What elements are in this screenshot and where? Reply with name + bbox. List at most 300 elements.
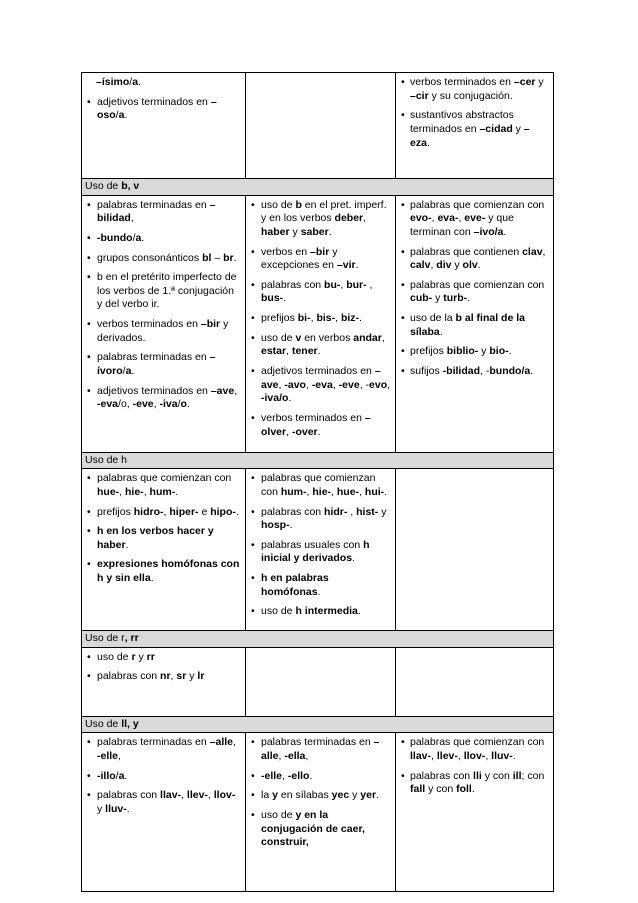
rules-cell-col2 xyxy=(246,733,396,892)
text-run: sustantivos abstractos terminados en xyxy=(410,109,514,135)
rule-item xyxy=(400,736,549,763)
rule-item xyxy=(86,351,241,378)
text-run: , xyxy=(305,749,309,762)
rule-item xyxy=(250,770,391,784)
text-run: . xyxy=(235,505,239,518)
text-run: uso de xyxy=(261,605,296,618)
text-run: palabras terminadas en xyxy=(97,736,210,749)
text-run: / xyxy=(118,398,121,411)
text-run: en verbos xyxy=(301,331,354,344)
text-run: . xyxy=(384,485,388,498)
rule-item xyxy=(86,525,241,552)
section-title xyxy=(82,452,554,469)
text-run: , xyxy=(118,749,121,762)
text-run: , xyxy=(286,425,292,438)
text-run: / xyxy=(177,398,181,411)
text-run: y xyxy=(432,292,444,305)
text-run: , - xyxy=(359,378,370,391)
text-run: – xyxy=(211,251,224,264)
bold-term: -elle xyxy=(261,769,283,782)
bold-term: -iva/o xyxy=(261,392,289,405)
text-run: verbos en xyxy=(261,245,311,258)
rule-item xyxy=(86,385,241,412)
bold-term: hiper- xyxy=(169,505,199,518)
bold-term: -eve xyxy=(132,398,154,411)
text-run: palabras que comienzan con xyxy=(97,472,232,485)
text-run: , xyxy=(119,485,126,498)
rule-item xyxy=(400,279,549,306)
text-run: , - xyxy=(480,365,490,378)
text-run: , xyxy=(347,505,357,518)
text-run: palabras que comienzan con xyxy=(410,198,545,211)
section-header-row xyxy=(82,631,554,648)
bold-term: hue- xyxy=(336,485,360,498)
bold-term: -over xyxy=(291,425,318,438)
text-run: y xyxy=(451,259,463,272)
text-run: . xyxy=(150,572,154,585)
bold-term: -elle xyxy=(97,749,119,762)
rules-cell-col3 xyxy=(396,733,554,892)
text-run: la xyxy=(261,789,273,802)
text-run: . xyxy=(352,552,355,565)
rules-cell-col3 xyxy=(396,647,554,716)
rule-item xyxy=(86,789,241,816)
bold-term: llav- xyxy=(160,789,182,802)
bold-term: estar xyxy=(261,345,287,358)
rule-item xyxy=(400,770,549,797)
text-run: . xyxy=(355,259,359,272)
table-row xyxy=(82,733,554,892)
rule-item xyxy=(86,506,241,520)
text-run: , xyxy=(278,749,285,762)
text-run: , xyxy=(305,378,312,391)
text-run: . xyxy=(471,783,475,796)
rule-item xyxy=(250,789,391,803)
bold-term: bi- xyxy=(297,312,311,325)
text-run: , xyxy=(310,312,317,325)
rule-item xyxy=(400,199,549,240)
rules-cell-col2 xyxy=(246,647,396,716)
bold-term: –ave xyxy=(210,384,235,397)
text-run: en sílabas xyxy=(277,789,332,802)
text-run: palabras terminadas en xyxy=(261,736,374,749)
text-run: adjetivos terminados en xyxy=(261,365,375,378)
section-header-row xyxy=(82,716,554,733)
text-run: palabras con xyxy=(97,670,161,683)
bold-term: biblio- xyxy=(446,345,479,358)
text-run: , xyxy=(430,259,437,272)
text-run: , xyxy=(381,331,385,344)
col2-bullet-list xyxy=(250,199,391,440)
bold-term: biz- xyxy=(340,312,360,325)
bold-term: bus- xyxy=(261,292,284,305)
text-run: . xyxy=(131,365,135,378)
rules-cell-col1 xyxy=(82,73,246,179)
text-run: , xyxy=(457,749,464,762)
text-run: adjetivos terminados en xyxy=(97,384,211,397)
rules-cell-col1 xyxy=(82,647,246,716)
text-run: . xyxy=(124,769,128,782)
bold-term: bu- xyxy=(324,278,341,291)
text-run: , xyxy=(485,749,492,762)
bold-term: fall xyxy=(410,783,426,796)
rule-item xyxy=(250,199,391,240)
text-run: , xyxy=(234,384,238,397)
bold-term: cub- xyxy=(410,292,433,305)
section-header-row xyxy=(82,179,554,196)
text-run: . xyxy=(426,136,430,149)
text-run: , xyxy=(542,245,546,258)
text-run: . xyxy=(503,225,507,238)
text-run: , xyxy=(170,670,177,683)
col1-bullet-list xyxy=(86,651,241,684)
bold-term: calv xyxy=(410,259,431,272)
bold-term: clav xyxy=(522,245,543,258)
bold-term: olv xyxy=(462,259,478,272)
col1-bullet-list xyxy=(86,736,241,816)
rule-item xyxy=(86,736,241,763)
rule-item xyxy=(250,539,391,566)
rules-cell-col2 xyxy=(246,73,396,179)
bold-term: ill xyxy=(512,769,522,782)
text-run: , xyxy=(431,749,437,762)
text-run: palabras con xyxy=(261,278,325,291)
bold-term: -illo xyxy=(97,769,116,782)
text-run: , xyxy=(126,398,133,411)
bold-term: nr xyxy=(160,670,171,683)
text-run: palabras que comienzan con xyxy=(261,472,376,498)
rule-item xyxy=(86,271,241,312)
bold-term: rr xyxy=(146,650,155,663)
rule-item xyxy=(250,472,391,499)
text-run: palabras que contienen xyxy=(410,245,523,258)
text-run: . xyxy=(138,76,141,88)
rules-cell-col1 xyxy=(82,733,246,892)
text-run: Uso de xyxy=(85,717,122,730)
rule-item xyxy=(400,345,549,359)
text-run: . xyxy=(283,292,287,305)
col1-bullet-list xyxy=(86,96,241,123)
col1-bullet-list xyxy=(86,472,241,585)
text-run: , xyxy=(332,378,339,391)
bold-term: eve- xyxy=(464,212,486,225)
text-run: ; con xyxy=(521,769,545,782)
bold-term: -eve xyxy=(338,378,360,391)
text-run: . xyxy=(125,538,129,551)
rule-item xyxy=(400,109,549,150)
bold-term: –bilidad xyxy=(97,198,216,225)
rule-item xyxy=(250,736,391,763)
text-run: . xyxy=(439,325,443,338)
table-row xyxy=(82,73,554,179)
text-run: Uso de r xyxy=(85,632,125,645)
rule-item xyxy=(86,770,241,784)
text-run: , xyxy=(143,485,150,498)
rule-item xyxy=(250,412,391,439)
text-run: y xyxy=(535,76,544,88)
bold-term: hue- xyxy=(97,485,120,498)
text-run: . xyxy=(186,398,190,411)
bold-term: –bir xyxy=(310,245,330,258)
table-row xyxy=(82,647,554,716)
bold-term: b, v xyxy=(121,180,140,192)
text-run: uso de xyxy=(261,198,296,211)
bold-term: hist- xyxy=(356,505,379,518)
bold-term: b al final de la sílaba xyxy=(410,312,525,338)
bold-term: -eva xyxy=(97,398,119,411)
text-run: verbos terminados en xyxy=(261,411,365,424)
bold-term: br xyxy=(223,251,234,264)
bold-term: hum- xyxy=(149,485,176,498)
text-run: , xyxy=(207,789,214,802)
text-run: / xyxy=(115,109,119,122)
rule-item xyxy=(400,312,549,339)
text-run: palabras con xyxy=(97,789,161,802)
text-run: , xyxy=(286,345,292,358)
bold-term: -eva xyxy=(311,378,333,391)
text-run: palabras terminadas en xyxy=(97,198,210,211)
table-row xyxy=(82,195,554,452)
text-run: palabras con xyxy=(410,769,474,782)
bold-term: div xyxy=(436,259,452,272)
bold-term: bio- xyxy=(489,345,509,358)
bold-term: lluv- xyxy=(491,749,513,762)
bold-term: a xyxy=(132,76,139,88)
bold-term: hidr- xyxy=(324,505,348,518)
rules-cell-col3 xyxy=(396,195,554,452)
rule-item xyxy=(86,670,241,684)
rule-item xyxy=(86,558,241,585)
text-run: palabras usuales con xyxy=(261,538,364,551)
table-row xyxy=(82,469,554,631)
text-run: , xyxy=(335,312,341,325)
bold-term: hidro- xyxy=(133,505,164,518)
bold-term: v xyxy=(295,331,302,344)
text-run: , xyxy=(366,278,373,291)
text-run: . xyxy=(512,749,516,762)
text-run: y derivados. xyxy=(97,318,229,344)
bold-term: r xyxy=(131,650,136,663)
text-run: / xyxy=(115,769,119,782)
bold-term: h en palabras homófonas xyxy=(261,572,329,598)
bold-term: llev- xyxy=(436,749,458,762)
text-run: y xyxy=(349,789,361,802)
text-run: en el pret. imperf. y en los verbos xyxy=(261,198,387,225)
bold-term: turb- xyxy=(443,292,468,305)
rule-item xyxy=(250,365,391,406)
rule-item xyxy=(86,252,241,266)
text-run: uso de xyxy=(261,808,296,821)
rules-cell-col2 xyxy=(246,195,396,452)
text-run: . xyxy=(508,345,512,358)
bold-term: –ivo/a xyxy=(473,225,504,238)
text-run: y xyxy=(97,802,106,815)
bold-term: hosp- xyxy=(261,519,290,532)
bold-term: a xyxy=(118,109,125,122)
bold-term: hie- xyxy=(312,485,332,498)
text-run: y xyxy=(512,122,524,135)
text-run: uso de xyxy=(261,331,296,344)
text-run: . xyxy=(357,605,361,618)
text-run: Uso de xyxy=(85,180,122,192)
text-run: y xyxy=(135,650,147,663)
text-run: y su conjugación. xyxy=(428,89,513,102)
bold-term: yec xyxy=(331,789,350,802)
section-title xyxy=(82,631,554,648)
text-run: , xyxy=(431,212,438,225)
bold-term: -ella xyxy=(284,749,306,762)
rule-item xyxy=(400,246,549,273)
rule-item xyxy=(86,472,241,499)
bold-term: bur- xyxy=(346,278,367,291)
text-run: / xyxy=(122,365,126,378)
text-run: , xyxy=(282,769,288,782)
bold-term: -avo xyxy=(284,378,306,391)
bold-term: a xyxy=(135,231,142,244)
bold-term: –alle xyxy=(209,736,234,749)
text-run: , xyxy=(359,485,365,498)
bold-term: –alle xyxy=(261,736,380,762)
text-run: , xyxy=(233,736,236,749)
bold-term: eva- xyxy=(437,212,459,225)
rule-item xyxy=(250,572,391,599)
table-body xyxy=(82,73,554,892)
text-run: y excepciones en xyxy=(261,245,338,272)
rule-item xyxy=(250,246,391,273)
text-run: . xyxy=(317,345,321,358)
text-run: . xyxy=(317,425,321,438)
bold-term: llev- xyxy=(186,789,208,802)
text-run: y xyxy=(186,670,198,683)
bold-term: tener xyxy=(291,345,318,358)
bold-term: -iva xyxy=(159,398,178,411)
col2-bullet-list xyxy=(250,472,391,619)
bold-term: evo xyxy=(369,378,388,391)
section-title xyxy=(82,716,554,733)
bold-term: –bir xyxy=(200,318,221,331)
text-run: , xyxy=(163,505,170,518)
bold-term: evo- xyxy=(410,212,432,225)
bold-term: –cidad xyxy=(479,122,513,135)
text-run: grupos consonánticos xyxy=(97,251,203,264)
bold-term: o xyxy=(180,398,187,411)
bold-term: hipo- xyxy=(210,505,236,518)
text-run: . xyxy=(467,292,471,305)
text-run: y xyxy=(478,345,490,358)
bold-term: lluv- xyxy=(105,802,127,815)
section-title xyxy=(82,179,554,196)
bold-term: –cir xyxy=(410,89,429,102)
col3-bullet-list xyxy=(400,199,549,379)
bold-term: hie- xyxy=(125,485,144,498)
bold-term: –ísimo xyxy=(96,76,130,88)
bold-term: –olver xyxy=(261,411,371,438)
rule-item xyxy=(400,365,549,379)
col3-bullet-list xyxy=(400,736,549,797)
bold-term: bis- xyxy=(316,312,336,325)
text-run: palabras terminadas en xyxy=(97,351,210,364)
text-run: verbos terminados en xyxy=(97,318,201,331)
text-run: e xyxy=(198,505,211,518)
spelling-rules-table xyxy=(81,72,554,892)
text-run: prefijos xyxy=(97,505,134,518)
text-run: . xyxy=(124,109,128,122)
col2-bullet-list xyxy=(250,736,391,849)
bold-term: llov- xyxy=(213,789,236,802)
text-run: , xyxy=(130,212,134,225)
text-run: y xyxy=(378,505,387,518)
text-run: , xyxy=(363,212,367,225)
text-run: , xyxy=(340,278,347,291)
bold-term: andar xyxy=(353,331,382,344)
bold-term: a xyxy=(125,365,132,378)
text-run: . xyxy=(359,312,362,325)
bold-term: hui- xyxy=(364,485,385,498)
bold-term: -ello xyxy=(287,769,310,782)
text-run: / xyxy=(129,76,133,88)
text-run: uso de la xyxy=(410,312,456,325)
rule-item xyxy=(250,605,391,619)
text-run: . xyxy=(309,769,313,782)
text-run: prefijos xyxy=(410,345,447,358)
text-run: , xyxy=(181,789,187,802)
bold-term: hum- xyxy=(280,485,307,498)
rule-item xyxy=(250,809,391,850)
bold-term: –cer xyxy=(513,76,536,88)
bold-term: bundo/a xyxy=(489,365,531,378)
text-run: sufijos xyxy=(410,365,443,378)
bold-term: b xyxy=(295,198,302,211)
bold-term: haber xyxy=(261,225,290,238)
col1-bullet-list xyxy=(86,199,241,412)
bold-term: h intermedia xyxy=(295,605,358,618)
text-run: , xyxy=(458,212,465,225)
bold-term: y en la conjugación de caer, construir, xyxy=(261,808,365,849)
text-run: . xyxy=(289,519,293,532)
rules-cell-col2 xyxy=(246,469,396,631)
text-run: palabras que comienzan con xyxy=(410,736,545,749)
text-run: b en el pretérito imperfecto de los verbos de 1.ª conjugación y del verbo ir. xyxy=(97,271,237,311)
bold-term: lli xyxy=(473,769,482,782)
bold-term: llov- xyxy=(463,749,486,762)
bold-term: deber xyxy=(334,212,364,225)
text-run: . xyxy=(141,231,145,244)
text-run: uso de xyxy=(97,650,132,663)
text-run: y con xyxy=(425,783,457,796)
rule-item xyxy=(86,651,241,665)
rules-cell-col1 xyxy=(82,195,246,452)
text-run: . xyxy=(530,365,534,378)
text-run: y xyxy=(289,225,301,238)
text-run: palabras con xyxy=(261,505,325,518)
text-run: y que terminan con xyxy=(410,212,514,238)
text-run: . xyxy=(233,251,237,264)
text-run: / xyxy=(132,231,136,244)
text-run: adjetivos terminados en xyxy=(97,95,211,108)
text-run: . xyxy=(288,392,292,405)
text-run: palabras que comienzan con xyxy=(410,278,545,291)
bold-term: y xyxy=(272,789,278,802)
bold-term: yer xyxy=(360,789,377,802)
bold-term: , rr xyxy=(124,632,139,645)
section-header-row xyxy=(82,452,554,469)
bold-term: ll, y xyxy=(121,717,139,730)
text-run: . xyxy=(175,485,179,498)
rule-item xyxy=(86,199,241,226)
bold-term: –eza xyxy=(410,122,530,149)
bold-term: –ívoro xyxy=(97,351,216,378)
text-run: prefijos xyxy=(261,312,298,325)
